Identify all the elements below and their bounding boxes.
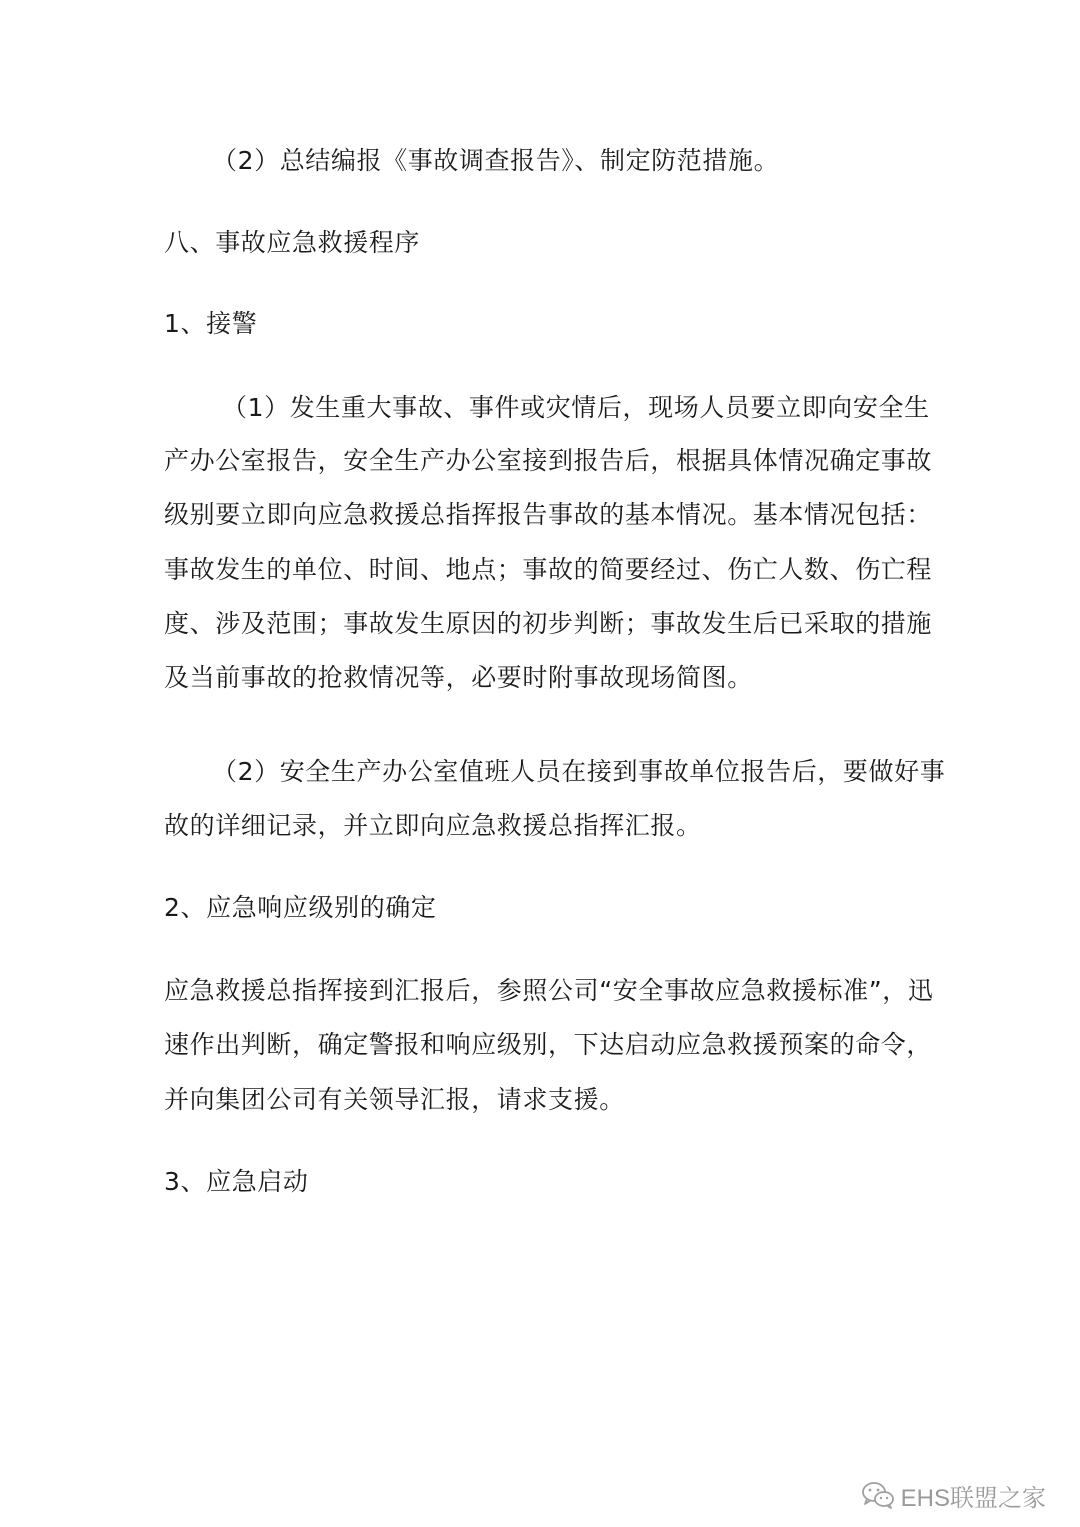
paragraph-2-line-1: （2）安全生产办公室值班人员在接到事故单位报告后，要做好事 bbox=[212, 757, 946, 786]
paragraph-1-line-1: （1）发生重大事故、事件或灾情后，现场人员要立即向安全生 bbox=[222, 393, 930, 422]
paragraph-summary-report: （2）总结编报《事故调查报告》、制定防范措施。 bbox=[212, 146, 780, 175]
subheading-2: 2、应急响应级别的确定 bbox=[164, 893, 437, 922]
subheading-1: 1、接警 bbox=[164, 309, 258, 338]
watermark-text: EHS联盟之家 bbox=[900, 1484, 1046, 1512]
paragraph-2-line-2: 故的详细记录，并立即向应急救援总指挥汇报。 bbox=[164, 811, 702, 840]
paragraph-1-line-3: 级别要立即向应急救援总指挥报告事故的基本情况。基本情况包括： bbox=[164, 500, 933, 529]
paragraph-1-line-2: 产办公室报告，安全生产办公室接到报告后，根据具体情况确定事故 bbox=[164, 446, 933, 475]
paragraph-3-line-1: 应急救援总指挥接到汇报后，参照公司“安全事故应急救援标准”，迅 bbox=[164, 976, 934, 1005]
section-heading-8: 八、事故应急救援程序 bbox=[164, 228, 421, 257]
watermark bbox=[861, 1477, 1046, 1513]
paragraph-1-line-6: 及当前事故的抢救情况等，必要时附事故现场简图。 bbox=[164, 663, 753, 692]
paragraph-1-line-4: 事故发生的单位、时间、地点；事故的简要经过、伤亡人数、伤亡程 bbox=[164, 555, 933, 584]
subheading-3: 3、应急启动 bbox=[164, 1167, 309, 1196]
paragraph-3-line-2: 速作出判断，确定警报和响应级别，下达启动应急救援预案的命令， bbox=[164, 1030, 933, 1059]
paragraph-1-line-5: 度、涉及范围；事故发生原因的初步判断；事故发生后已采取的措施 bbox=[164, 609, 933, 638]
wechat-icon bbox=[861, 1480, 895, 1510]
paragraph-3-line-3: 并向集团公司有关领导汇报，请求支援。 bbox=[164, 1085, 625, 1114]
